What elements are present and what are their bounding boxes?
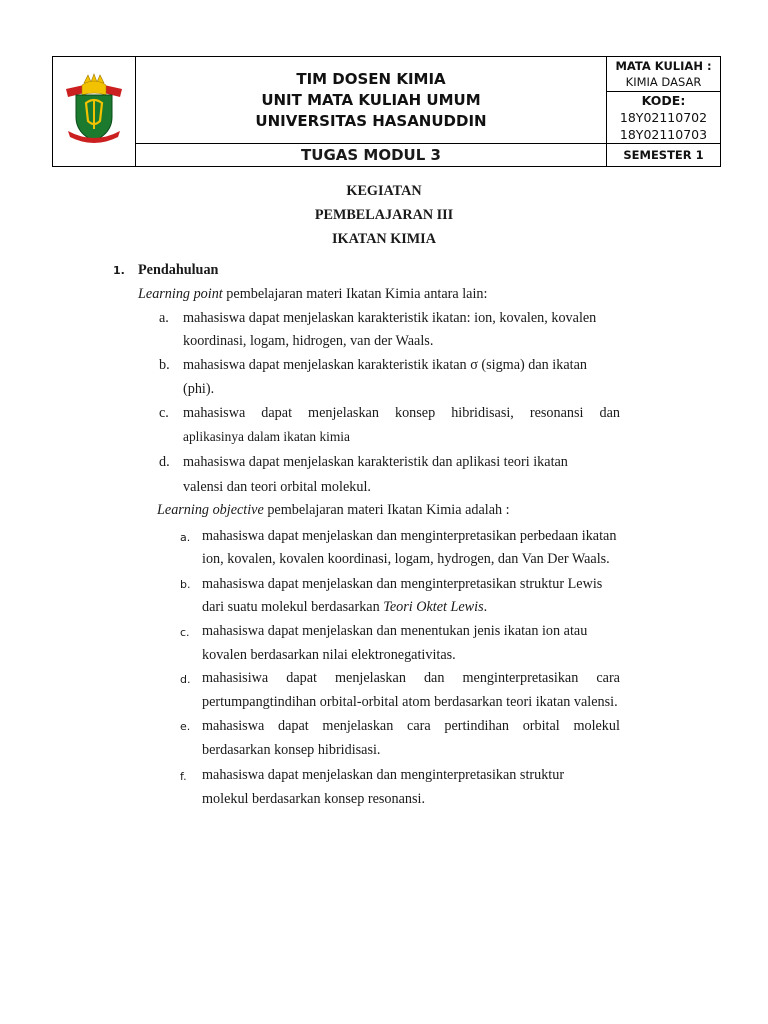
- kode-cell: [607, 92, 721, 144]
- lp-b-line1: mahasiswa dapat menjelaskan karakteristik ikatan σ (sigma) dan ikatan: [183, 357, 587, 373]
- kode-value-2: 18Y02110703: [619, 127, 708, 142]
- lp-c-line1: [183, 405, 620, 422]
- lo-c-line1: mahasiswa dapat menjelaskan dan menentukan jenis ikatan ion atau: [202, 623, 588, 639]
- lp-d-marker: d.: [159, 454, 170, 470]
- lo-d-word: cara: [596, 670, 620, 686]
- lp-c-word: dapat: [261, 405, 293, 421]
- lo-b-line2-pre: dari suatu molekul berdasarkan: [202, 599, 384, 615]
- mata-kuliah-value: KIMIA DASAR: [625, 75, 702, 89]
- learning-objective-rest: pembelajaran materi Ikatan Kimia adalah :: [263, 502, 510, 518]
- institution-title: [136, 57, 607, 144]
- lo-d-line1: [202, 670, 620, 687]
- lp-b-marker: b.: [159, 357, 170, 373]
- header-line-1: TIM DOSEN KIMIA: [296, 69, 446, 88]
- lp-c-word: konsep: [394, 405, 436, 421]
- logo-cell: [53, 57, 136, 167]
- learning-point-rest: pembelajaran materi Ikatan Kimia antara lain:: [222, 286, 488, 302]
- university-emblem-icon: [62, 73, 126, 145]
- lo-d-word: menginterpretasikan: [462, 670, 579, 686]
- lo-e-word: pertindihan: [444, 718, 509, 734]
- lo-e-word: molekul: [573, 718, 620, 734]
- learning-objective-intro: [157, 502, 510, 519]
- lo-e-word: menjelaskan: [322, 718, 394, 734]
- lo-e-line2: berdasarkan konsep hibridisasi.: [202, 742, 381, 758]
- lo-d-word: mahasisiwa: [202, 670, 269, 686]
- lo-f-line2: molekul berdasarkan konsep resonansi.: [202, 791, 425, 807]
- section-number: 1.: [113, 264, 125, 277]
- lp-a-line1: mahasiswa dapat menjelaskan karakteristik ikatan: ion, kovalen, kovalen: [183, 310, 597, 326]
- lo-d-marker: d.: [180, 673, 191, 686]
- lo-e-word: orbital: [522, 718, 560, 734]
- lo-e-word: mahasiswa: [202, 718, 265, 734]
- lp-b-line2: (phi).: [183, 381, 215, 397]
- lo-a-line2: ion, kovalen, kovalen koordinasi, logam, hydrogen, dan Van Der Waals.: [202, 551, 610, 567]
- lo-b-line1: mahasiswa dapat menjelaskan dan menginterpretasikan struktur Lewis: [202, 576, 603, 592]
- lo-c-line2: kovalen berdasarkan nilai elektronegativitas.: [202, 647, 456, 663]
- lp-c-word: resonansi: [529, 405, 584, 421]
- lo-a-marker: a.: [180, 531, 191, 544]
- lp-c-marker: c.: [159, 405, 169, 421]
- lo-e-marker: e.: [180, 720, 191, 733]
- header-line-3: UNIVERSITAS HASANUDDIN: [255, 111, 487, 130]
- learning-objective-italic: Learning objective: [157, 502, 264, 518]
- lp-c-word: dan: [599, 405, 620, 421]
- lp-c-word: hibridisasi,: [451, 405, 514, 421]
- lo-b-line2-post: .: [483, 599, 488, 615]
- lo-d-word: menjelaskan: [335, 670, 406, 686]
- lp-c-word: mahasiswa: [183, 405, 246, 421]
- tugas-modul-cell: TUGAS MODUL 3: [136, 144, 607, 167]
- lp-d-line1: mahasiswa dapat menjelaskan karakteristik dan aplikasi teori ikatan: [183, 454, 568, 470]
- kode-value-1: 18Y02110702: [619, 110, 708, 125]
- lp-c-line2: aplikasinya dalam ikatan kimia: [183, 429, 350, 444]
- lp-a-line2: koordinasi, logam, hidrogen, van der Waals.: [183, 333, 434, 349]
- lo-d-line2: pertumpangtindihan orbital-orbital atom berdasarkan teori ikatan valensi.: [202, 694, 618, 710]
- lo-a-line1: mahasiswa dapat menjelaskan dan menginterpretasikan perbedaan ikatan: [202, 528, 617, 544]
- lp-d-line2: valensi dan teori orbital molekul.: [183, 479, 371, 495]
- lo-e-word: dapat: [277, 718, 309, 734]
- lo-b-marker: b.: [180, 578, 191, 591]
- lo-e-line1: [202, 718, 620, 735]
- lo-d-word: dan: [423, 670, 445, 686]
- lo-e-word: cara: [407, 718, 431, 734]
- lo-f-marker: f.: [180, 770, 187, 783]
- header-line-2: UNIT MATA KULIAH UMUM: [261, 90, 481, 109]
- title-kegiatan: KEGIATAN: [346, 183, 422, 199]
- title-ikatan-kimia: IKATAN KIMIA: [332, 231, 436, 247]
- learning-point-intro: [138, 286, 487, 303]
- kode-label: KODE:: [641, 93, 686, 108]
- lp-c-word: menjelaskan: [308, 405, 379, 421]
- mata-kuliah-cell: [607, 57, 721, 92]
- lo-b-line2: [202, 599, 487, 616]
- section-heading: Pendahuluan: [138, 262, 219, 278]
- lp-a-marker: a.: [159, 310, 169, 326]
- lo-c-marker: c.: [180, 626, 190, 639]
- mata-kuliah-label: MATA KULIAH :: [615, 59, 712, 73]
- learning-point-italic: Learning point: [138, 286, 223, 302]
- lo-b-line2-italic: Teori Oktet Lewis: [383, 599, 484, 615]
- semester-cell: SEMESTER 1: [607, 144, 721, 167]
- lo-f-line1: mahasiswa dapat menjelaskan dan menginterpretasikan struktur: [202, 767, 565, 783]
- header-box: [52, 56, 721, 167]
- lo-d-word: dapat: [286, 670, 317, 686]
- title-pembelajaran: PEMBELAJARAN III: [314, 207, 454, 223]
